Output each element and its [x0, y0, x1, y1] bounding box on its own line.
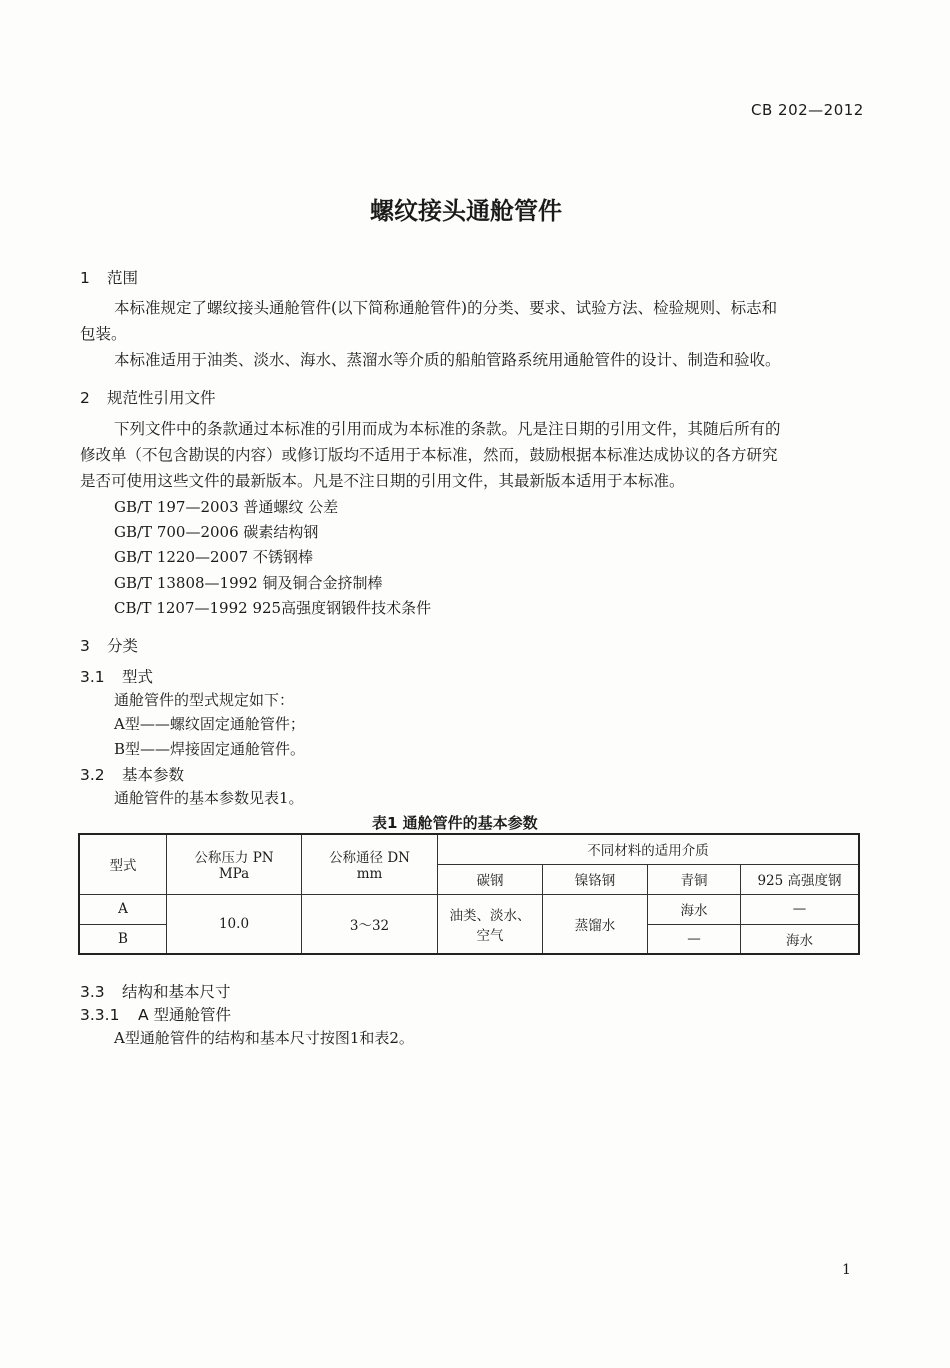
header-material: 925 高强度钢 [741, 864, 860, 894]
header-media: 不同材料的适用介质 [438, 834, 860, 864]
paragraph: A型通舱管件的结构和基本尺寸按图1和表2。 [114, 1029, 414, 1047]
section-1-heading [80, 266, 138, 288]
section-number: 2 [80, 389, 90, 407]
section-2-heading [80, 386, 216, 408]
reference-item: GB/T 13808—1992 铜及铜合金挤制棒 [114, 574, 383, 592]
reference-item: CB/T 1207—1992 925高强度钢锻件技术条件 [114, 599, 432, 617]
section-title: 基本参数 [122, 766, 185, 784]
header-pressure [167, 834, 302, 894]
section-title: A 型通舱管件 [138, 1006, 232, 1024]
row-type-b: B [79, 924, 167, 954]
header-diameter [302, 834, 438, 894]
reference-item: GB/T 700—2006 碳素结构钢 [114, 523, 319, 541]
section-number: 3.3.1 [80, 1006, 120, 1024]
subsection-3-1-heading [80, 665, 153, 687]
nicr-steel-media: 蒸馏水 [543, 894, 648, 954]
section-number: 3.2 [80, 766, 105, 784]
a-925-media: — [741, 894, 860, 924]
subsection-3-3-1-heading [80, 1003, 231, 1025]
section-number: 3.1 [80, 668, 105, 686]
section-title: 规范性引用文件 [107, 389, 216, 407]
section-number: 3 [80, 637, 90, 655]
paragraph: 修改单（不包含勘误的内容）或修订版均不适用于本标准，然而，鼓励根据本标准达成协议的各方研究 [80, 446, 778, 464]
section-number: 1 [80, 269, 90, 287]
section-title: 范围 [107, 269, 139, 287]
page-title: 螺纹接头通舱管件 [370, 197, 562, 225]
section-3-heading [80, 634, 138, 656]
paragraph: 通舱管件的基本参数见表1。 [114, 789, 304, 807]
media-line: 空气 [476, 927, 504, 944]
header-diameter-label: 公称通径 DN [329, 850, 410, 867]
paragraph: 本标准适用于油类、淡水、海水、蒸溜水等介质的船舶管路系统用通舱管件的设计、制造和验收。 [114, 351, 781, 369]
parameters-table [78, 833, 860, 955]
header-material: 青铜 [648, 864, 741, 894]
b-925-media: 海水 [741, 924, 860, 954]
doc-code: CB 202—2012 [751, 101, 864, 119]
reference-item: GB/T 1220—2007 不锈钢棒 [114, 548, 313, 566]
subsection-3-3-heading [80, 980, 231, 1002]
diameter-value: 3～32 [302, 894, 438, 954]
section-number: 3.3 [80, 983, 105, 1001]
reference-item: GB/T 197—2003 普通螺纹 公差 [114, 498, 339, 516]
b-bronze-media: — [648, 924, 741, 954]
section-title: 型式 [122, 668, 154, 686]
paragraph: 本标准规定了螺纹接头通舱管件(以下简称通舱管件)的分类、要求、试验方法、检验规则、标志和 [114, 299, 778, 317]
list-item: B型——焊接固定通舱管件。 [114, 740, 306, 758]
page-number: 1 [842, 1262, 851, 1278]
header-type: 型式 [79, 834, 167, 894]
subsection-3-2-heading [80, 763, 184, 785]
paragraph: 下列文件中的条款通过本标准的引用而成为本标准的条款。凡是注日期的引用文件，其随后所有的 [114, 420, 781, 438]
a-bronze-media: 海水 [648, 894, 741, 924]
media-line: 油类、淡水、 [449, 907, 531, 924]
table-caption: 表1 通舱管件的基本参数 [372, 814, 538, 832]
pressure-value: 10.0 [167, 894, 302, 954]
paragraph: 是否可使用这些文件的最新版本。凡是不注日期的引用文件，其最新版本适用于本标准。 [80, 472, 685, 490]
carbon-steel-media [438, 894, 543, 954]
header-pressure-unit: MPa [218, 866, 250, 883]
header-material: 碳钢 [438, 864, 543, 894]
header-diameter-unit: mm [356, 866, 383, 883]
section-title: 结构和基本尺寸 [122, 983, 231, 1001]
list-item: A型——螺纹固定通舱管件； [114, 715, 305, 733]
row-type-a: A [79, 894, 167, 924]
header-pressure-label: 公称压力 PN [194, 850, 274, 867]
paragraph: 通舱管件的型式规定如下： [114, 691, 295, 709]
header-material: 镍铬钢 [543, 864, 648, 894]
section-title: 分类 [107, 637, 139, 655]
paragraph: 包装。 [80, 325, 127, 343]
